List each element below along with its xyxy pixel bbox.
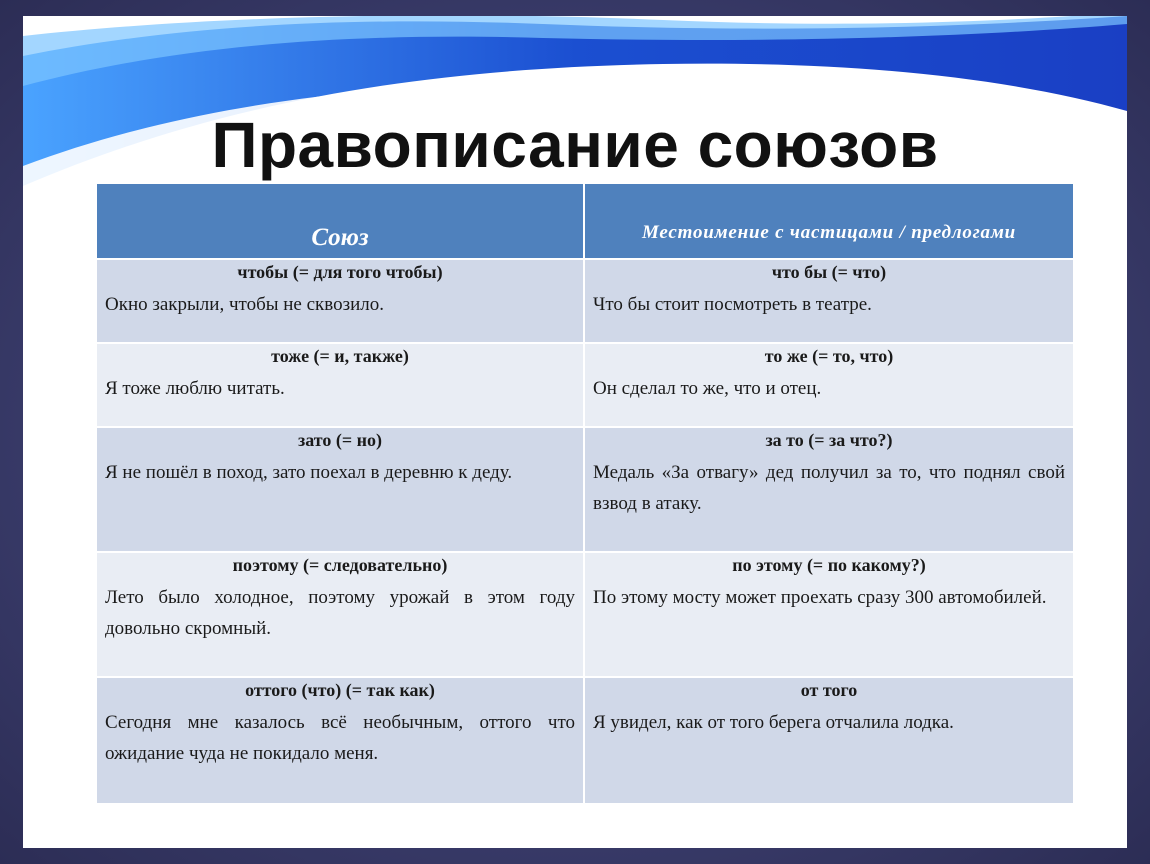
cell-pronoun xyxy=(584,677,1074,803)
cell-pronoun xyxy=(584,259,1074,343)
pronoun-heading: по этому (= по какому?) xyxy=(732,555,926,575)
pronoun-heading: от того xyxy=(800,680,858,700)
cell-conjunction xyxy=(97,677,584,803)
conjunction-example: Я тоже люблю читать. xyxy=(105,378,285,399)
pronoun-heading: за то (= за что?) xyxy=(765,430,893,450)
cell-pronoun xyxy=(584,427,1074,552)
pronoun-example: Что бы стоит посмотреть в театре. xyxy=(593,294,872,315)
cell-pronoun xyxy=(584,552,1074,677)
conjunction-heading: чтобы (= для того чтобы) xyxy=(237,262,443,282)
cell-conjunction xyxy=(97,427,584,552)
pronoun-heading: что бы (= что) xyxy=(771,262,887,282)
table-row xyxy=(97,552,1074,677)
conjunction-heading: поэтому (= следовательно) xyxy=(232,555,448,575)
cell-conjunction xyxy=(97,343,584,427)
table-row xyxy=(97,677,1074,803)
column-header-conjunction: Союз xyxy=(97,184,584,259)
column-header-pronoun: Местоимение с частицами / предлогами xyxy=(584,184,1074,259)
conjunction-heading: зато (= но) xyxy=(298,430,382,450)
conjunctions-table xyxy=(97,184,1075,803)
page-title: Правописание союзов xyxy=(211,109,939,181)
pronoun-example: Медаль «За отвагу» дед получил за то, что поднял свой взвод в атаку. xyxy=(593,462,1065,514)
conjunction-example: Лето было холодное, поэтому урожай в этом году довольно скромный. xyxy=(105,587,575,639)
pronoun-example: Я увидел, как от того берега отчалила лодка. xyxy=(593,712,954,733)
pronoun-heading: то же (= то, что) xyxy=(764,346,894,366)
cell-conjunction xyxy=(97,552,584,677)
cell-pronoun xyxy=(584,343,1074,427)
table-row xyxy=(97,259,1074,343)
conjunction-example: Сегодня мне казалось всё необычным, оттого что ожидание чуда не покидало меня. xyxy=(105,712,575,764)
conjunction-heading: оттого (что) (= так как) xyxy=(245,680,435,700)
table-row xyxy=(97,427,1074,552)
table-row xyxy=(97,343,1074,427)
pronoun-example: По этому мосту может проехать сразу 300 автомобилей. xyxy=(593,587,1047,608)
conjunction-example: Я не пошёл в поход, зато поехал в деревню к деду. xyxy=(105,462,513,483)
conjunction-example: Окно закрыли, чтобы не сквозило. xyxy=(105,294,385,315)
cell-conjunction xyxy=(97,259,584,343)
table-header-row xyxy=(97,184,1074,259)
conjunction-heading: тоже (= и, также) xyxy=(271,346,409,366)
pronoun-example: Он сделал то же, что и отец. xyxy=(593,378,822,399)
